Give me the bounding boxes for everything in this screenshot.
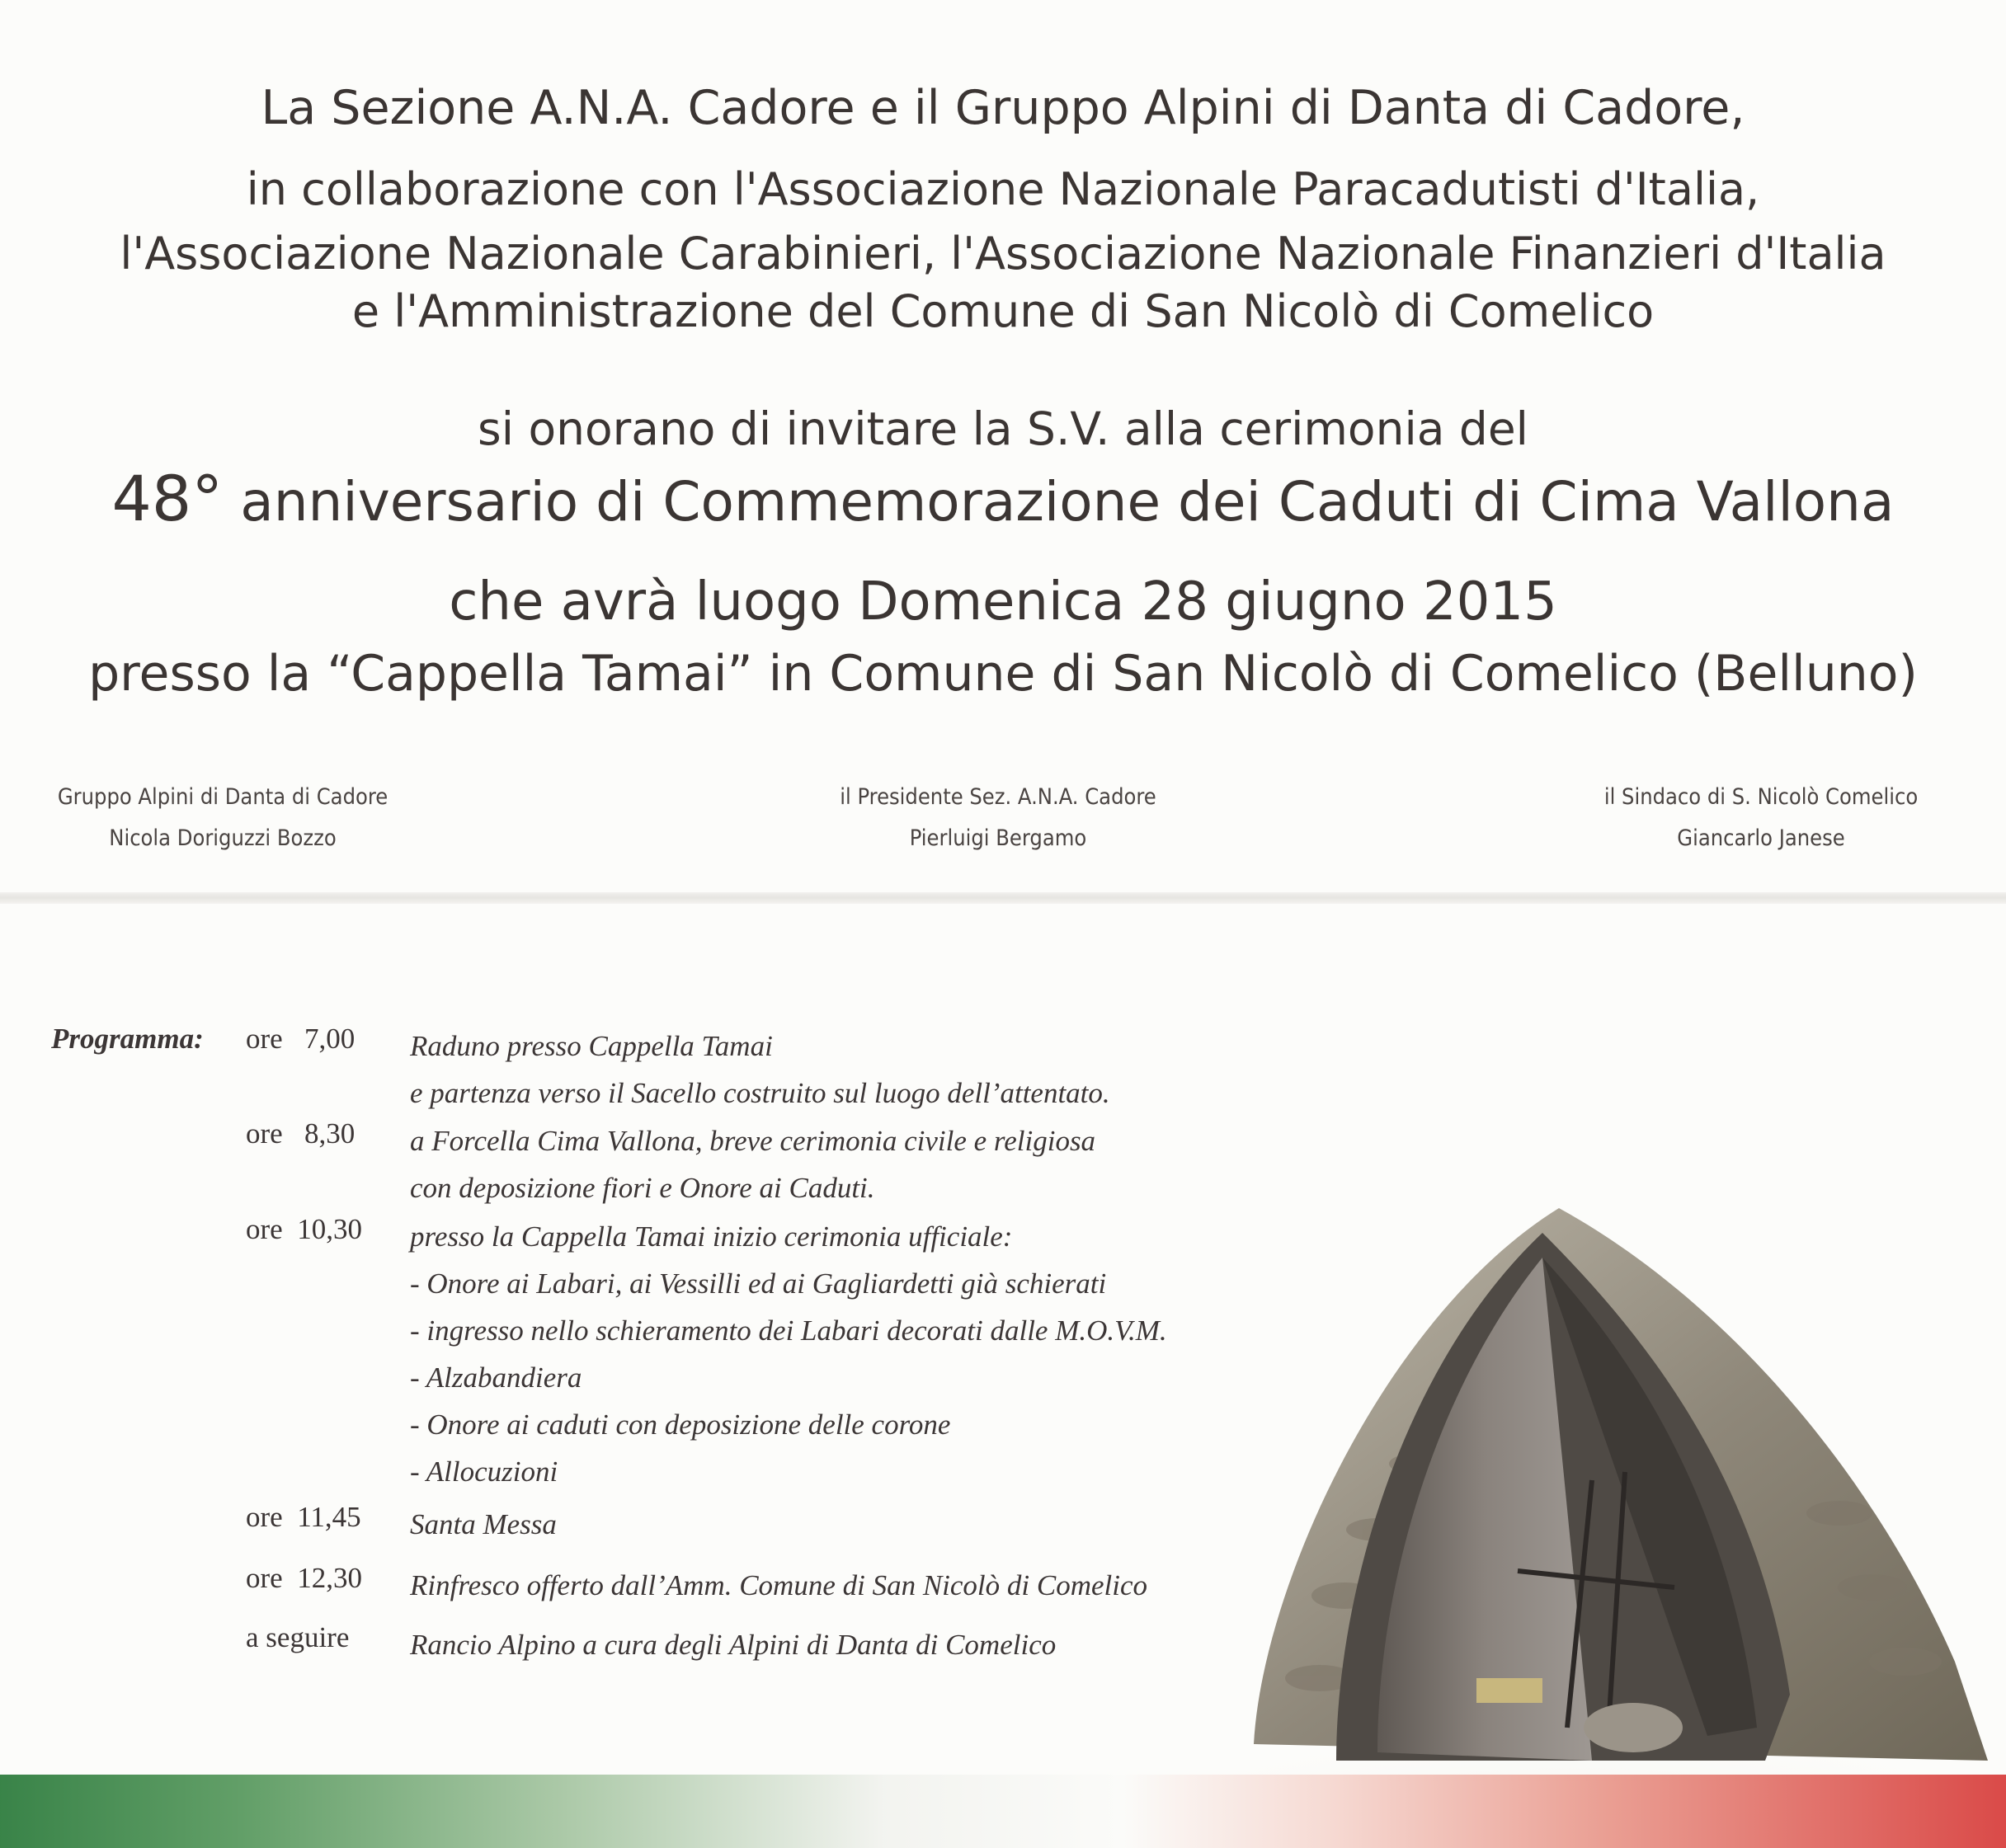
program-time: ore 10,30 (246, 1213, 362, 1245)
invite-line-5: si onorano di invitare la S.V. alla cerimonia del (478, 402, 1528, 455)
signature-alpini (49, 777, 396, 859)
program-description (410, 1621, 1056, 1668)
program-line: Rancio Alpino a cura degli Alpini di Danta di Comelico (410, 1629, 1057, 1661)
program-line: Rinfresco offerto dall’Amm. Comune di San Nicolò di Comelico (410, 1569, 1148, 1601)
program-line: - Onore ai Labari, ai Vessilli ed ai Gagliardetti già schierati (410, 1267, 1107, 1300)
anniversary-text: anniversario di Commemorazione dei Caduti di Cima Vallona (240, 470, 1895, 534)
program-line: - Alzabandiera (410, 1361, 582, 1394)
program-line: Santa Messa (410, 1508, 557, 1540)
chapel-photo (1130, 1200, 2006, 1781)
invite-line-1: La Sezione A.N.A. Cadore e il Gruppo Alpini di Danta di Cadore, (261, 81, 1745, 135)
program-description (410, 1023, 1110, 1117)
program-label: Programma: (51, 1023, 204, 1055)
program-line: a Forcella Cima Vallona, breve cerimonia civile e religiosa (410, 1125, 1096, 1157)
anniversary-heading (0, 462, 2006, 535)
program-description (410, 1562, 1147, 1609)
invite-line-4: e l'Amministrazione del Comune di San Nicolò di Comelico (351, 285, 1655, 337)
signature-name: Giancarlo Janese (1677, 825, 1845, 851)
program-line: - ingresso nello schieramento dei Labari decorati dalle M.O.V.M. (410, 1314, 1167, 1347)
program-description (410, 1501, 557, 1548)
anniversary-number: 48° (111, 462, 224, 535)
signature-role: Gruppo Alpini di Danta di Cadore (57, 784, 388, 810)
signature-name: Nicola Doriguzzi Bozzo (109, 825, 337, 851)
card-fold-divider (0, 892, 2006, 904)
program-time: ore 7,00 (246, 1023, 356, 1055)
italian-flag-band (0, 1775, 2006, 1848)
program-time: a seguire (246, 1621, 350, 1653)
invite-line-3: l'Associazione Nazionale Carabinieri, l'Associazione Nazionale Finanzieri d'Italia (120, 228, 1886, 280)
program-line: Raduno presso Cappella Tamai (410, 1030, 773, 1062)
signature-name: Pierluigi Bergamo (909, 825, 1087, 851)
program-line: presso la Cappella Tamai inizio cerimonia ufficiale: (410, 1220, 1013, 1253)
event-date: che avrà luogo Domenica 28 giugno 2015 (449, 571, 1557, 632)
signature-role: il Presidente Sez. A.N.A. Cadore (840, 784, 1156, 810)
program-time: ore 11,45 (246, 1501, 361, 1533)
program-line: e partenza verso il Sacello costruito sul luogo dell’attentato. (410, 1077, 1110, 1109)
program-line: - Allocuzioni (410, 1455, 558, 1488)
program-time: ore 12,30 (246, 1562, 362, 1594)
program-line: con deposizione fiori e Onore ai Caduti. (410, 1172, 875, 1204)
program-description (410, 1213, 1167, 1495)
invite-line-2: in collaborazione con l'Associazione Nazionale Paracadutisti d'Italia, (246, 163, 1760, 215)
signature-president (825, 777, 1171, 859)
event-location: presso la “Cappella Tamai” in Comune di San Nicolò di Comelico (Belluno) (88, 645, 1918, 703)
program-description (410, 1117, 1095, 1211)
program-time: ore 8,30 (246, 1117, 356, 1150)
signature-mayor (1567, 777, 1955, 859)
program-line: - Onore ai caduti con deposizione delle corone (410, 1408, 951, 1441)
signature-role: il Sindaco di S. Nicolò Comelico (1603, 784, 1919, 810)
